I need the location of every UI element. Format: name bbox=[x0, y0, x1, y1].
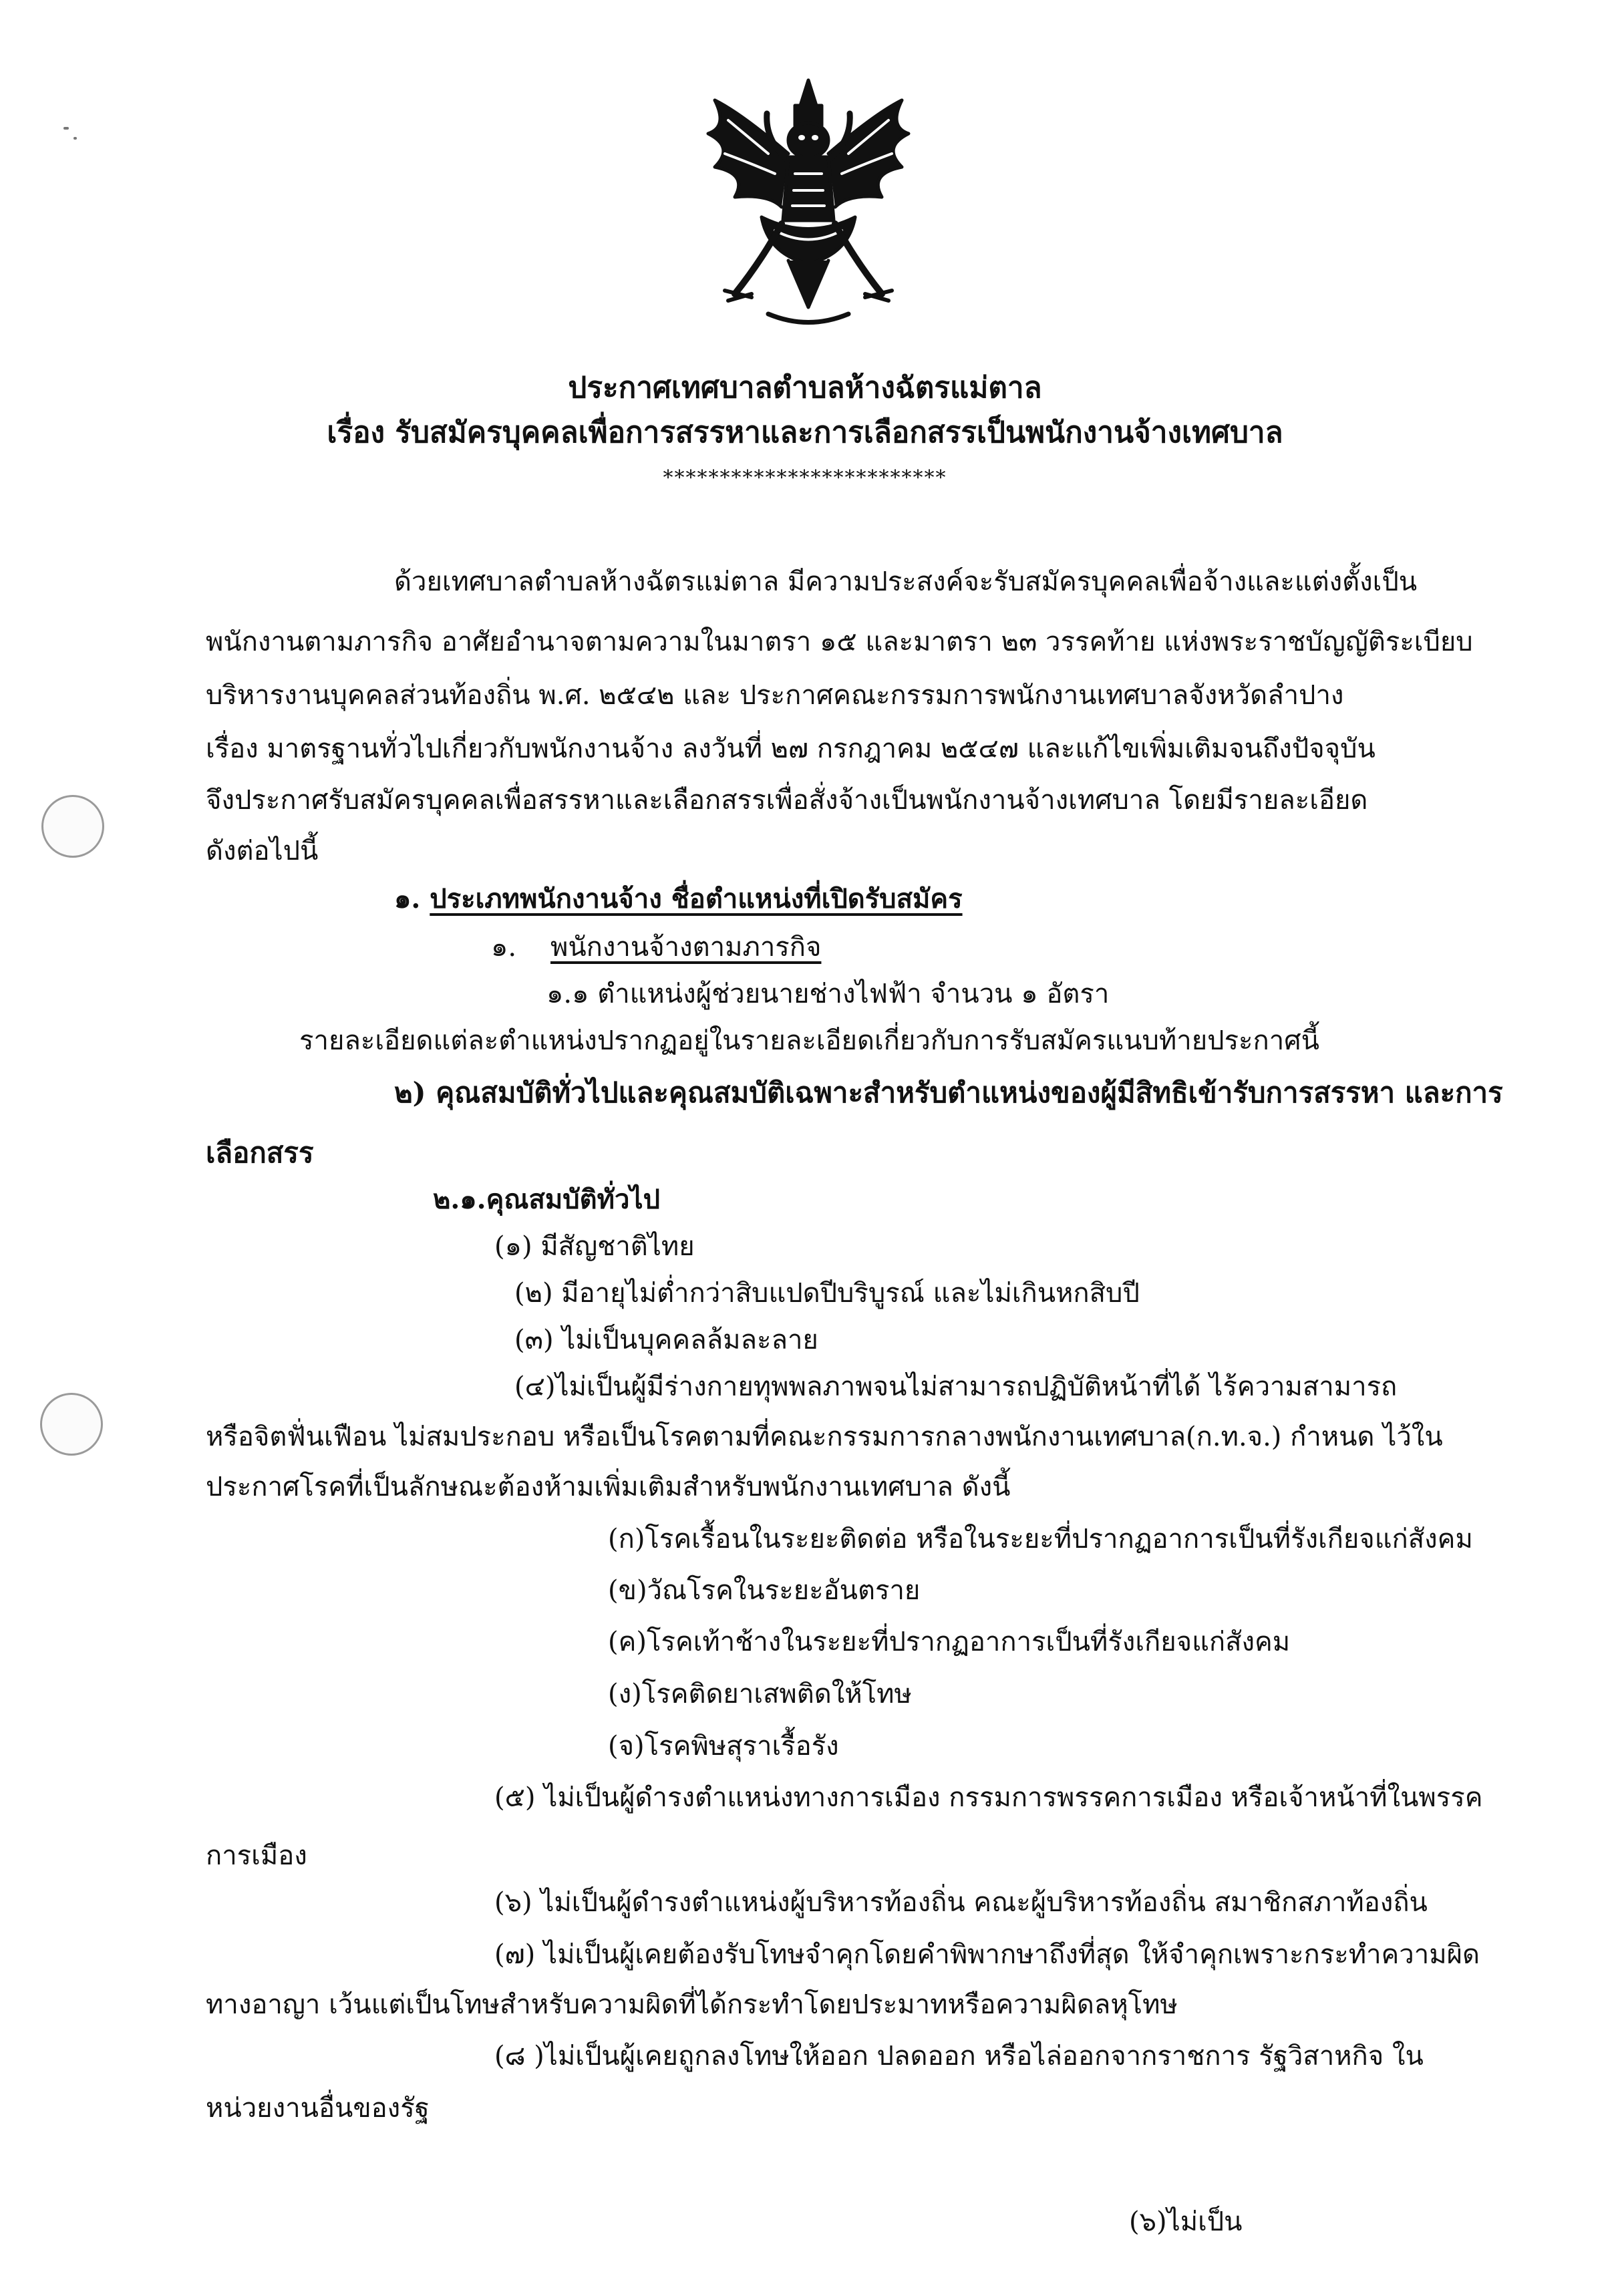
qualification-item: (๕) ไม่เป็นผู้ดำรงตำแหน่งทางการเมือง กรรมการพรรคการเมือง หรือเจ้าหน้าที่ในพรรค bbox=[494, 1782, 1483, 1813]
section1-subheading bbox=[491, 930, 821, 965]
document-title: ประกาศเทศบาลตำบลห้างฉัตรแม่ตาล bbox=[568, 371, 1042, 405]
intro-line: บริหารงานบุคคลส่วนท้องถิ่น พ.ศ. ๒๕๔๒ และ ประกาศคณะกรรมการพนักงานเทศบาลจังหวัดลำปาง bbox=[206, 680, 1344, 711]
qualification-item: (๖) ไม่เป็นผู้ดำรงตำแหน่งผู้บริหารท้องถิ่น คณะผู้บริหารท้องถิ่น สมาชิกสภาท้องถิ่น bbox=[494, 1887, 1428, 1918]
section1-position: ๑.๑ ตำแหน่งผู้ช่วยนายช่างไฟฟ้า จำนวน ๑ อัตรา bbox=[546, 979, 1110, 1009]
header-divider: ************************* bbox=[663, 466, 947, 490]
qualification-item: (๔)ไม่เป็นผู้มีร่างกายทุพพลภาพจนไม่สามารถปฏิบัติหน้าที่ได้ ไร้ความสามารถ bbox=[514, 1371, 1398, 1402]
qualification-item: (๒) มีอายุไม่ต่ำกว่าสิบแปดปีบริบูรณ์ และไม่เกินหกสิบปี bbox=[514, 1278, 1140, 1309]
punch-hole-top bbox=[41, 795, 104, 858]
qualification-item: การเมือง bbox=[206, 1840, 307, 1871]
disease-item: (ข)วัณโรคในระยะอันตราย bbox=[608, 1575, 921, 1606]
section2-heading: ๒) คุณสมบัติทั่วไปและคุณสมบัติเฉพาะสำหรับตำแหน่งของผู้มีสิทธิเข้ารับการสรรหา และการ bbox=[394, 1076, 1503, 1109]
section1-title: ประเภทพนักงานจ้าง ชื่อตำแหน่งที่เปิดรับสมัคร bbox=[430, 883, 963, 915]
section1-sub-title: พนักงานจ้างตามภารกิจ bbox=[550, 932, 822, 963]
page-continuation: (๖)ไม่เป็น bbox=[1129, 2206, 1243, 2237]
qualification-item: (๓) ไม่เป็นบุคคลล้มละลาย bbox=[514, 1325, 818, 1355]
disease-item: (ก)โรคเรื้อนในระยะติดต่อ หรือในระยะที่ปรากฏอาการเป็นที่รังเกียจแก่สังคม bbox=[608, 1524, 1473, 1554]
qualification-item: หน่วยงานอื่นของรัฐ bbox=[206, 2093, 430, 2124]
qualification-item: ทางอาญา เว้นแต่เป็นโทษสำหรับความผิดที่ได้กระทำโดยประมาทหรือความผิดลหุโทษ bbox=[206, 1989, 1178, 2020]
qualification-item: ประกาศโรคที่เป็นลักษณะต้องห้ามเพิ่มเติมสำหรับพนักงานเทศบาล ดังนี้ bbox=[206, 1472, 1011, 1502]
qualification-item: หรือจิตฟั่นเฟือน ไม่สมประกอบ หรือเป็นโรคตามที่คณะกรรมการกลางพนักงานเทศบาล(ก.ท.จ.) กำหนด ไว้ใน bbox=[206, 1422, 1443, 1452]
intro-line: พนักงานตามภารกิจ อาศัยอำนาจตามความในมาตรา ๑๕ และมาตรา ๒๓ วรรคท้าย แห่งพระราชบัญญัติระเบียบ bbox=[206, 627, 1473, 657]
qualification-item: (๗) ไม่เป็นผู้เคยต้องรับโทษจำคุกโดยคำพิพากษาถึงที่สุด ให้จำคุกเพราะกระทำความผิด bbox=[494, 1939, 1480, 1970]
disease-item: (ค)โรคเท้าช้างในระยะที่ปรากฏอาการเป็นที่รังเกียจแก่สังคม bbox=[608, 1627, 1291, 1657]
section1-note: รายละเอียดแต่ละตำแหน่งปรากฏอยู่ในรายละเอียดเกี่ยวกับการรับสมัครแนบท้ายประกาศนี้ bbox=[299, 1025, 1319, 1056]
section1-heading bbox=[394, 882, 963, 917]
section2-subheading: ๒.๑.คุณสมบัติทั่วไป bbox=[433, 1184, 660, 1215]
punch-hole-bottom bbox=[40, 1393, 103, 1456]
section1-number: ๑. bbox=[394, 883, 421, 915]
intro-line: จึงประกาศรับสมัครบุคคลเพื่อสรรหาและเลือกสรรเพื่อสั่งจ้างเป็นพนักงานจ้างเทศบาล โดยมีรายละเอียด bbox=[206, 785, 1368, 816]
document-subject: เรื่อง รับสมัครบุคคลเพื่อการสรรหาและการเลือกสรรเป็นพนักงานจ้างเทศบาล bbox=[327, 416, 1283, 450]
disease-item: (ง)โรคติดยาเสพติดให้โทษ bbox=[608, 1679, 912, 1709]
section1-sub-number: ๑. bbox=[491, 932, 517, 963]
section2-heading-cont: เลือกสรร bbox=[206, 1136, 314, 1169]
qualification-item: (๘ )ไม่เป็นผู้เคยถูกลงโทษให้ออก ปลดออก หรือไล่ออกจากราชการ รัฐวิสาหกิจ ใน bbox=[494, 2041, 1424, 2072]
scan-speck bbox=[63, 127, 69, 130]
intro-line: เรื่อง มาตรฐานทั่วไปเกี่ยวกับพนักงานจ้าง ลงวันที่ ๒๗ กรกฎาคม ๒๕๔๗ และแก้ไขเพิ่มเติมจนถึงปัจจุบัน bbox=[206, 733, 1376, 764]
intro-line: ด้วยเทศบาลตำบลห้างฉัตรแม่ตาล มีความประสงค์จะรับสมัครบุคคลเพื่อจ้างและแต่งตั้งเป็น bbox=[394, 566, 1418, 597]
scan-speck bbox=[73, 137, 77, 140]
intro-line: ดังต่อไปนี้ bbox=[206, 836, 319, 866]
garuda-emblem-icon bbox=[688, 73, 929, 337]
qualification-item: (๑) มีสัญชาติไทย bbox=[494, 1231, 695, 1262]
disease-item: (จ)โรคพิษสุราเรื้อรัง bbox=[608, 1731, 839, 1762]
